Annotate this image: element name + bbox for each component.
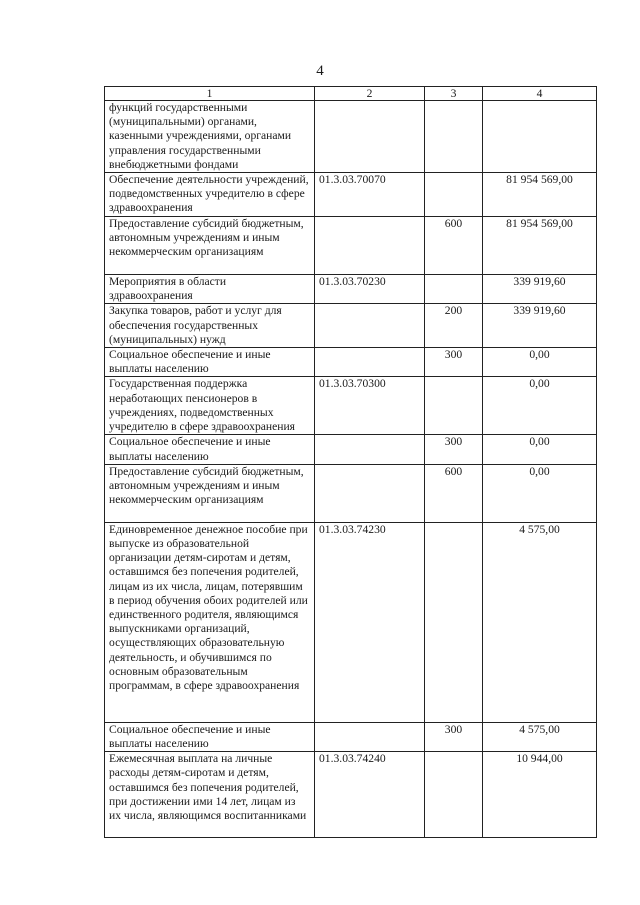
row-amount: 81 954 569,00 bbox=[483, 173, 597, 217]
row-code bbox=[315, 348, 425, 377]
table-row bbox=[105, 464, 597, 522]
row-name: Ежемесячная выплата на личные расходы детям-сиротам и детям, оставшимся без попечения родителей, при достижении ими 14 лет, лицам из их числа, являющимся воспитанниками bbox=[105, 752, 315, 838]
row-code: 01.3.03.70070 bbox=[315, 173, 425, 217]
row-type bbox=[425, 173, 483, 217]
table-row bbox=[105, 275, 597, 304]
row-type: 600 bbox=[425, 464, 483, 522]
row-code bbox=[315, 435, 425, 464]
row-amount: 0,00 bbox=[483, 348, 597, 377]
row-type: 300 bbox=[425, 348, 483, 377]
row-name: Обеспечение деятельности учреждений, подведомственных учредителю в сфере здравоохранения bbox=[105, 173, 315, 217]
row-amount: 0,00 bbox=[483, 377, 597, 435]
row-name: Закупка товаров, работ и услуг для обеспечения государственных (муниципальных) нужд bbox=[105, 304, 315, 348]
column-header-4: 4 bbox=[483, 87, 597, 101]
row-amount: 0,00 bbox=[483, 464, 597, 522]
row-code bbox=[315, 101, 425, 173]
row-name: функций государственными (муниципальными) органами, казенными учреждениями, органами управления государственными внебюджетными фондами bbox=[105, 101, 315, 173]
row-type bbox=[425, 752, 483, 838]
table-row bbox=[105, 435, 597, 464]
table-row bbox=[105, 101, 597, 173]
budget-table bbox=[104, 86, 597, 838]
row-code: 01.3.03.70230 bbox=[315, 275, 425, 304]
column-header-3: 3 bbox=[425, 87, 483, 101]
table-row bbox=[105, 173, 597, 217]
row-amount bbox=[483, 101, 597, 173]
row-amount: 10 944,00 bbox=[483, 752, 597, 838]
row-name: Предоставление субсидий бюджетным, автономным учреждениям и иным некоммерческим организациям bbox=[105, 464, 315, 522]
table-row bbox=[105, 722, 597, 751]
table-row bbox=[105, 304, 597, 348]
row-amount: 4 575,00 bbox=[483, 522, 597, 722]
row-type: 200 bbox=[425, 304, 483, 348]
table-row bbox=[105, 217, 597, 275]
row-name: Предоставление субсидий бюджетным, автономным учреждениям и иным некоммерческим организациям bbox=[105, 217, 315, 275]
table-header-row bbox=[105, 87, 597, 101]
row-name: Единовременное денежное пособие при выпуске из образовательной организации детям-сиротам и детям, оставшимся без попечения родителей, лицам из их числа, лицам, потерявшим в период обучения обоих родителей или единственного родителя, являющимся выпускниками организаций, осуществляющих образовательную деятельность, и обучившимся по основным образовательным программам, в сфере здравоохранения bbox=[105, 522, 315, 722]
row-name: Мероприятия в области здравоохранения bbox=[105, 275, 315, 304]
row-code bbox=[315, 722, 425, 751]
row-name: Социальное обеспечение и иные выплаты населению bbox=[105, 435, 315, 464]
row-type bbox=[425, 101, 483, 173]
row-name: Социальное обеспечение и иные выплаты населению bbox=[105, 722, 315, 751]
column-header-2: 2 bbox=[315, 87, 425, 101]
row-code: 01.3.03.74240 bbox=[315, 752, 425, 838]
table-row bbox=[105, 752, 597, 838]
table-row bbox=[105, 522, 597, 722]
page-number: 4 bbox=[316, 63, 324, 79]
row-code: 01.3.03.74230 bbox=[315, 522, 425, 722]
row-type: 300 bbox=[425, 435, 483, 464]
row-code: 01.3.03.70300 bbox=[315, 377, 425, 435]
row-code bbox=[315, 464, 425, 522]
row-name: Государственная поддержка неработающих пенсионеров в учреждениях, подведомственных учредителю в сфере здравоохранения bbox=[105, 377, 315, 435]
row-code bbox=[315, 217, 425, 275]
row-amount: 4 575,00 bbox=[483, 722, 597, 751]
row-name: Социальное обеспечение и иные выплаты населению bbox=[105, 348, 315, 377]
row-type bbox=[425, 377, 483, 435]
row-amount: 81 954 569,00 bbox=[483, 217, 597, 275]
table-row bbox=[105, 377, 597, 435]
row-amount: 0,00 bbox=[483, 435, 597, 464]
table-row bbox=[105, 348, 597, 377]
row-code bbox=[315, 304, 425, 348]
row-type bbox=[425, 275, 483, 304]
row-type: 300 bbox=[425, 722, 483, 751]
row-amount: 339 919,60 bbox=[483, 275, 597, 304]
row-type: 600 bbox=[425, 217, 483, 275]
row-amount: 339 919,60 bbox=[483, 304, 597, 348]
column-header-1: 1 bbox=[105, 87, 315, 101]
row-type bbox=[425, 522, 483, 722]
